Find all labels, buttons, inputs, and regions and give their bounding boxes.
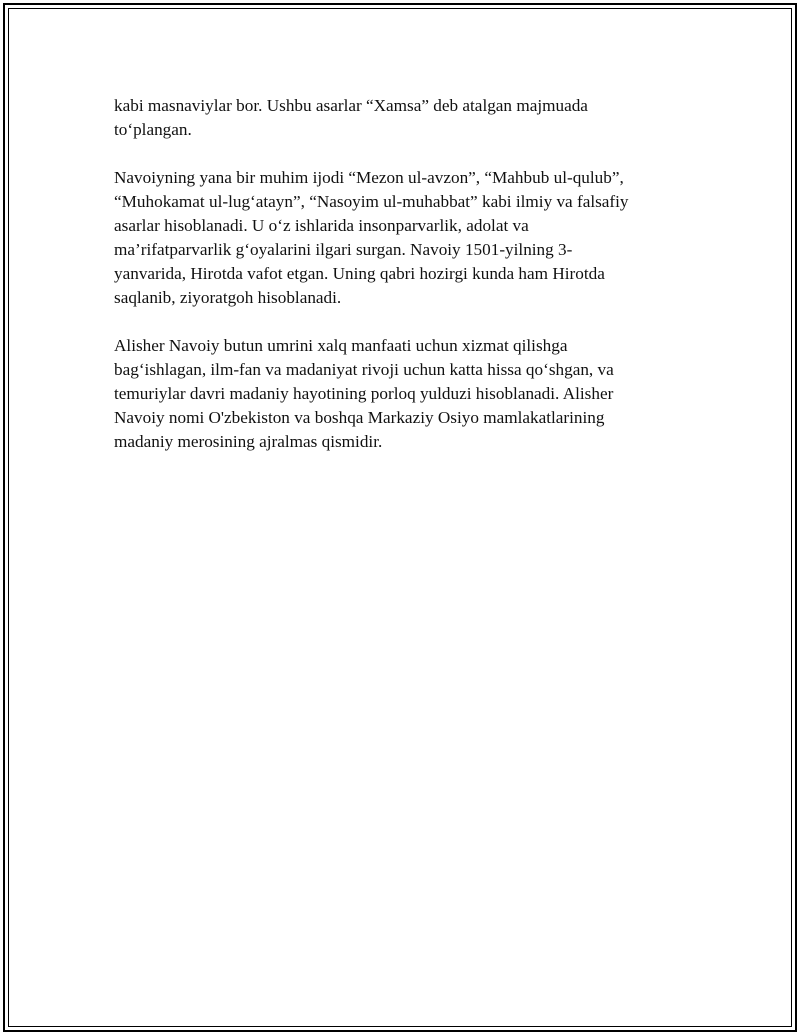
paragraph-line: Alisher Navoiy butun umrini xalq manfaati uchun xizmat qilishga xyxy=(114,336,568,355)
paragraph-line: to‘plangan. xyxy=(114,120,192,139)
paragraph-line: asarlar hisoblanadi. U o‘z ishlarida insonparvarlik, adolat va xyxy=(114,216,529,235)
document-body xyxy=(114,94,674,478)
page-frame-outer xyxy=(3,3,797,1032)
paragraph-line: Navoiyning yana bir muhim ijodi “Mezon ul-avzon”, “Mahbub ul-qulub”, xyxy=(114,168,624,187)
paragraph-line: bag‘ishlagan, ilm-fan va madaniyat rivoji uchun katta hissa qo‘shgan, va xyxy=(114,360,614,379)
paragraph-line: madaniy merosining ajralmas qismidir. xyxy=(114,432,383,451)
paragraph-line: Navoiy nomi O'zbekiston va boshqa Markaziy Osiyo mamlakatlarining xyxy=(114,408,605,427)
paragraph-2 xyxy=(114,166,674,310)
paragraph-line: “Muhokamat ul-lug‘atayn”, “Nasoyim ul-muhabbat” kabi ilmiy va falsafiy xyxy=(114,192,629,211)
paragraph-line: kabi masnaviylar bor. Ushbu asarlar “Xamsa” deb atalgan majmuada xyxy=(114,96,588,115)
paragraph-1 xyxy=(114,94,674,142)
paragraph-line: saqlanib, ziyoratgoh hisoblanadi. xyxy=(114,288,342,307)
paragraph-line: ma’rifatparvarlik g‘oyalarini ilgari surgan. Navoiy 1501-yilning 3- xyxy=(114,240,573,259)
paragraph-line: temuriylar davri madaniy hayotining porloq yulduzi hisoblanadi. Alisher xyxy=(114,384,614,403)
paragraph-line: yanvarida, Hirotda vafot etgan. Uning qabri hozirgi kunda ham Hirotda xyxy=(114,264,605,283)
paragraph-3 xyxy=(114,334,674,454)
